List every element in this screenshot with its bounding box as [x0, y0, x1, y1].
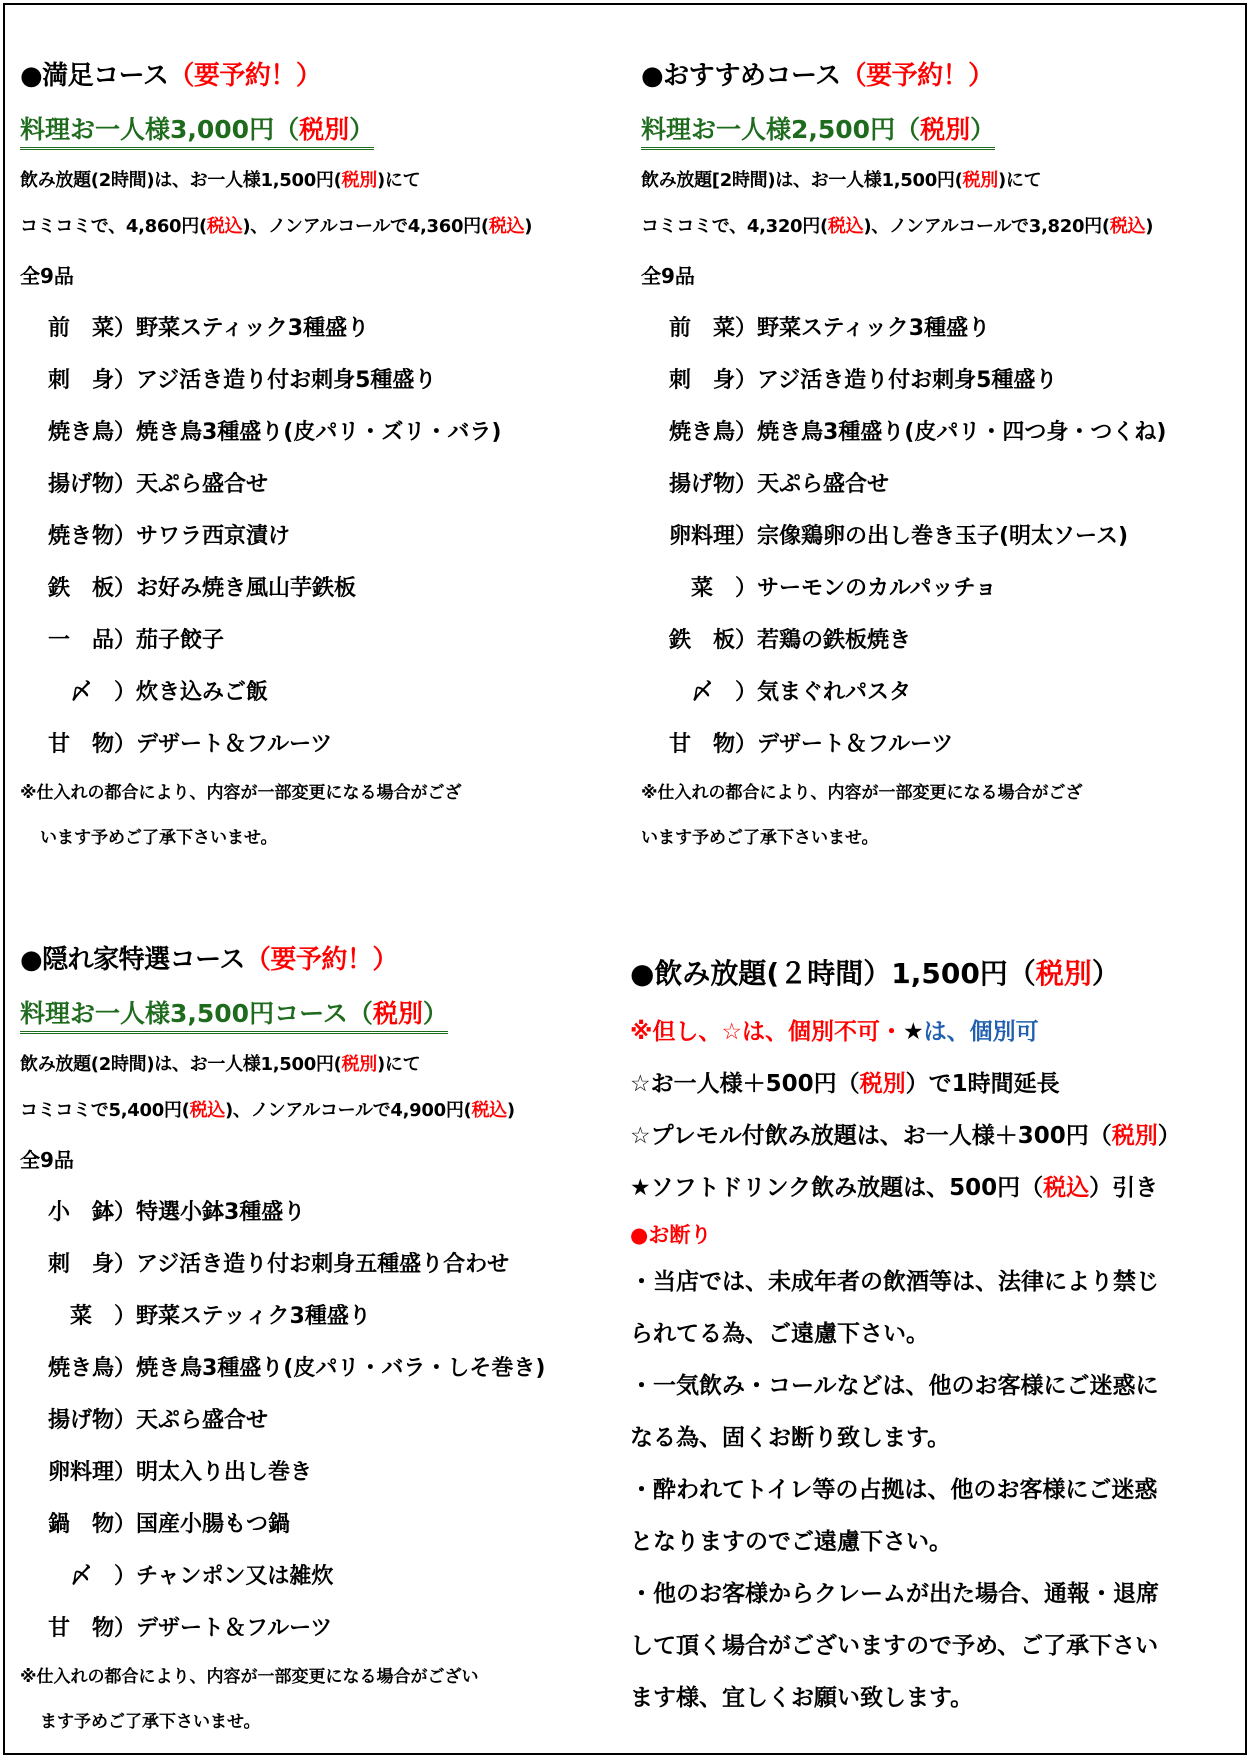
refusal-line: して頂く場合がございますので予め、ご了承下さい	[630, 1633, 1159, 1659]
refusal-line: ます様、宜しくお願い致します。	[630, 1685, 974, 1711]
course-price: 料理お一人様3,000円（税別）	[20, 106, 620, 158]
extension-option: ☆お一人様＋500円（税別）で1時間延長	[630, 1071, 1060, 1097]
menu-item: 前 菜）野菜スティック3種盛り	[48, 316, 370, 341]
drink-info-line: 飲み放題[2時間)は、お一人様1,500円(税別)にて	[641, 170, 1042, 191]
menu-item: 揚げ物）天ぷら盛合せ	[669, 472, 890, 497]
menu-item: 甘 物）デザート＆フルーツ	[48, 732, 333, 757]
soft-drink-option: ★ソフトドリンク飲み放題は、500円（税込）引き	[630, 1175, 1159, 1201]
menu-item: 〆 ）チャンポン又は雑炊	[48, 1564, 334, 1589]
course-note-cont: います予めご了承下さいませ。	[641, 828, 879, 848]
refusal-title: ●お断り	[630, 1223, 712, 1247]
menu-item: 刺 身）アジ活き造り付お刺身5種盛り	[669, 368, 1058, 393]
menu-item: 小 鉢）特選小鉢3種盛り	[48, 1200, 306, 1225]
menu-item: 一 品）茄子餃子	[48, 628, 225, 653]
course-note: ※仕入れの都合により、内容が一部変更になる場合がござ	[20, 783, 462, 803]
drink-total-line: コミコミで、4,320円(税込)、ノンアルコールで3,820円(税込)	[641, 216, 1154, 237]
nomihoudai-section	[630, 942, 1230, 1724]
menu-item: 焼き鳥）焼き鳥3種盛り(皮パリ・ズリ・バラ)	[48, 420, 502, 445]
course-osusume	[641, 46, 1241, 861]
menu-item: 鉄 板）お好み焼き風山芋鉄板	[48, 576, 357, 601]
premol-option: ☆プレモル付飲み放題は、お一人様＋300円（税別）	[630, 1123, 1181, 1149]
nomihoudai-title: ●飲み放題(２時間）1,500円（税別）	[630, 957, 1120, 990]
menu-item: 鍋 物）国産小腸もつ鍋	[48, 1512, 291, 1537]
drink-info-line: 飲み放題(2時間)は、お一人様1,500円(税別)にて	[20, 1054, 421, 1075]
course-title: ●満足コース（要予約！）	[20, 61, 322, 91]
menu-item: 鉄 板）若鶏の鉄板焼き	[669, 628, 912, 653]
menu-item: 刺 身）アジ活き造り付お刺身5種盛り	[48, 368, 437, 393]
menu-item: 〆 ）気まぐれパスタ	[669, 680, 912, 705]
reserve-note: （要予約！）	[840, 61, 994, 91]
course-manzoku	[20, 46, 620, 861]
course-note: ※仕入れの都合により、内容が一部変更になる場合がござい	[20, 1667, 479, 1687]
menu-item: 刺 身）アジ活き造り付お刺身五種盛り合わせ	[48, 1252, 510, 1277]
menu-item: 揚げ物）天ぷら盛合せ	[48, 1408, 269, 1433]
menu-item: 甘 物）デザート＆フルーツ	[48, 1616, 333, 1641]
course-price: 料理お一人様2,500円（税別）	[641, 106, 1241, 158]
drink-total-line: コミコミで5,400円(税込)、ノンアルコールで4,900円(税込)	[20, 1100, 515, 1121]
course-kakurega	[20, 930, 620, 1745]
menu-item: 卵料理）宗像鶏卵の出し巻き玉子(明太ソース)	[669, 524, 1129, 549]
drink-total-line: コミコミで、4,860円(税込)、ノンアルコールで4,360円(税込)	[20, 216, 533, 237]
drink-info-line: 飲み放題(2時間)は、お一人様1,500円(税別)にて	[20, 170, 421, 191]
menu-item: 焼き鳥）焼き鳥3種盛り(皮パリ・四つ身・つくね)	[669, 420, 1167, 445]
course-title: ●おすすめコース（要予約！）	[641, 61, 994, 91]
dish-count: 全9品	[641, 264, 695, 288]
menu-item: 甘 物）デザート＆フルーツ	[669, 732, 954, 757]
course-note: ※仕入れの都合により、内容が一部変更になる場合がござ	[641, 783, 1083, 803]
course-price: 料理お一人様3,500円コース（税別）	[20, 990, 620, 1042]
dish-count: 全9品	[20, 264, 74, 288]
refusal-line: ・他のお客様からクレームが出た場合、通報・退席	[630, 1581, 1159, 1607]
menu-item: 菜 ）野菜ステッィク3種盛り	[48, 1304, 371, 1329]
course-note-cont: います予めご了承下さいませ。	[40, 828, 278, 848]
course-title: ●隠れ家特選コース（要予約！）	[20, 945, 398, 975]
menu-item: 卵料理）明太入り出し巻き	[48, 1460, 313, 1485]
menu-item: 菜 ）サーモンのカルパッチョ	[669, 576, 997, 601]
refusal-line: なる為、固くお断り致します。	[630, 1425, 951, 1451]
menu-item: 焼き物）サワラ西京漬け	[48, 524, 291, 549]
refusal-line: となりますのでご遠慮下さい。	[630, 1529, 952, 1555]
dish-count: 全9品	[20, 1148, 74, 1172]
refusal-line: ・酔われてトイレ等の占拠は、他のお客様にご迷惑	[630, 1477, 1158, 1503]
menu-item: 揚げ物）天ぷら盛合せ	[48, 472, 269, 497]
course-note-cont: ます予めご了承下さいませ。	[40, 1712, 261, 1732]
menu-item: 〆 ）炊き込みご飯	[48, 680, 269, 705]
reserve-note: （要予約！）	[244, 945, 398, 975]
refusal-line: られてる為、ご遠慮下さい。	[630, 1321, 929, 1347]
menu-item: 前 菜）野菜スティック3種盛り	[669, 316, 991, 341]
refusal-line: ・一気飲み・コールなどは、他のお客様にご迷惑に	[630, 1373, 1159, 1399]
individual-rule: ※但し、☆は、個別不可・★は、個別可	[630, 1019, 1039, 1045]
refusal-line: ・当店では、未成年者の飲酒等は、法律により禁じ	[630, 1269, 1159, 1295]
reserve-note: （要予約！）	[168, 61, 322, 91]
menu-item: 焼き鳥）焼き鳥3種盛り(皮パリ・バラ・しそ巻き)	[48, 1356, 546, 1381]
